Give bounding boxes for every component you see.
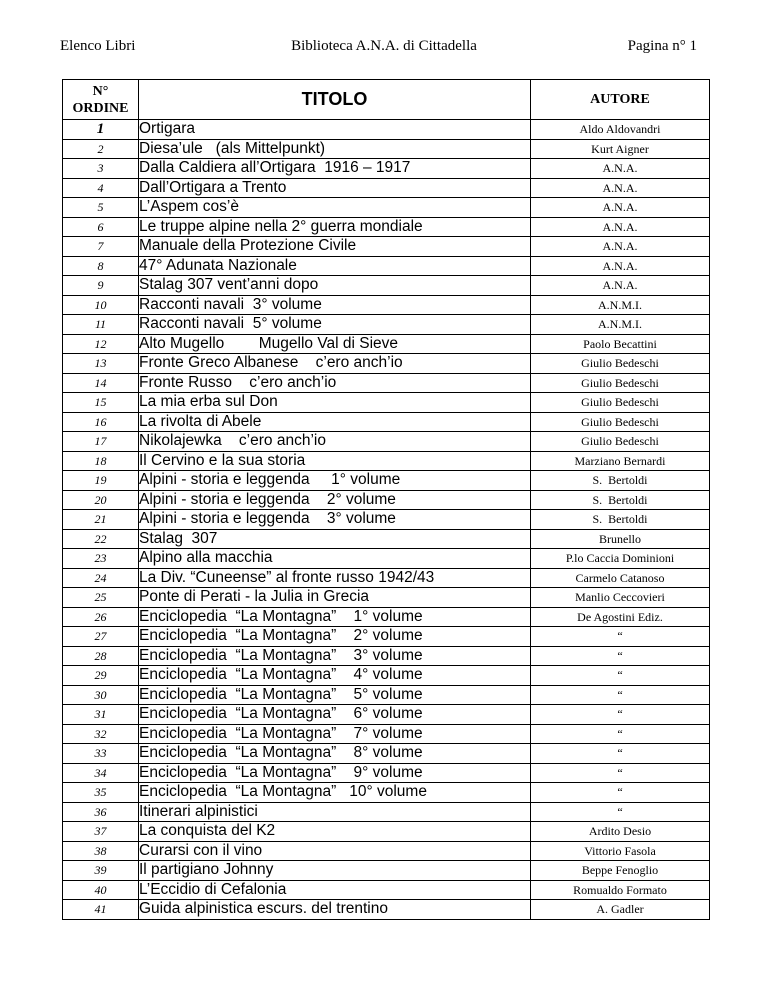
header-page-number: Pagina n° 1 xyxy=(627,38,697,54)
row-number: 2 xyxy=(63,139,139,159)
book-title: L’Eccidio di Cefalonia xyxy=(139,880,531,900)
table-row xyxy=(63,471,710,491)
row-number: 35 xyxy=(63,783,139,803)
book-title: La conquista del K2 xyxy=(139,822,531,842)
row-number: 20 xyxy=(63,490,139,510)
row-number: 39 xyxy=(63,861,139,881)
book-title: La Div. “Cuneense” al fronte russo 1942/43 xyxy=(139,568,531,588)
book-author: Beppe Fenoglio xyxy=(531,861,710,881)
table-row xyxy=(63,451,710,471)
book-author: A.N.A. xyxy=(531,217,710,237)
table-row xyxy=(63,295,710,315)
book-title: Alto Mugello Mugello Val di Sieve xyxy=(139,334,531,354)
table-row xyxy=(63,412,710,432)
table-row xyxy=(63,334,710,354)
row-number: 33 xyxy=(63,744,139,764)
row-number: 6 xyxy=(63,217,139,237)
table-row xyxy=(63,393,710,413)
table-row xyxy=(63,354,710,374)
row-number: 41 xyxy=(63,900,139,920)
book-author: “ xyxy=(531,783,710,803)
book-title: Manuale della Protezione Civile xyxy=(139,237,531,257)
book-author: Kurt Aigner xyxy=(531,139,710,159)
table-row xyxy=(63,510,710,530)
table-row xyxy=(63,861,710,881)
table-row xyxy=(63,880,710,900)
book-author: Brunello xyxy=(531,529,710,549)
table-row xyxy=(63,217,710,237)
table-row xyxy=(63,529,710,549)
book-author: S. Bertoldi xyxy=(531,490,710,510)
row-number: 23 xyxy=(63,549,139,569)
table-row xyxy=(63,900,710,920)
book-author: Aldo Aldovandri xyxy=(531,120,710,140)
book-author: Romualdo Formato xyxy=(531,880,710,900)
table-row xyxy=(63,237,710,257)
table-row xyxy=(63,120,710,140)
book-author: Manlio Ceccovieri xyxy=(531,588,710,608)
row-number: 36 xyxy=(63,802,139,822)
book-author: Marziano Bernardi xyxy=(531,451,710,471)
book-title: Ortigara xyxy=(139,120,531,140)
table-row xyxy=(63,783,710,803)
book-title: Guida alpinistica escurs. del trentino xyxy=(139,900,531,920)
table-row xyxy=(63,724,710,744)
book-author: A.N.M.I. xyxy=(531,295,710,315)
table-row xyxy=(63,588,710,608)
book-title: Enciclopedia “La Montagna” 3° volume xyxy=(139,646,531,666)
book-title: Stalag 307 xyxy=(139,529,531,549)
row-number: 40 xyxy=(63,880,139,900)
table-row xyxy=(63,178,710,198)
book-author: Giulio Bedeschi xyxy=(531,412,710,432)
book-title: Fronte Russo c’ero anch’io xyxy=(139,373,531,393)
row-number: 25 xyxy=(63,588,139,608)
row-number: 32 xyxy=(63,724,139,744)
book-author: Ardito Desio xyxy=(531,822,710,842)
row-number: 12 xyxy=(63,334,139,354)
table-row xyxy=(63,607,710,627)
book-title: Il partigiano Johnny xyxy=(139,861,531,881)
book-author: “ xyxy=(531,685,710,705)
row-number: 14 xyxy=(63,373,139,393)
book-author: P.lo Caccia Dominioni xyxy=(531,549,710,569)
row-number: 13 xyxy=(63,354,139,374)
book-title: Itinerari alpinistici xyxy=(139,802,531,822)
book-title: La mia erba sul Don xyxy=(139,393,531,413)
table-row xyxy=(63,159,710,179)
book-title: Dalla Caldiera all’Ortigara 1916 – 1917 xyxy=(139,159,531,179)
book-author: “ xyxy=(531,666,710,686)
row-number: 16 xyxy=(63,412,139,432)
book-title: Alpino alla macchia xyxy=(139,549,531,569)
book-author: S. Bertoldi xyxy=(531,510,710,530)
book-title: Enciclopedia “La Montagna” 7° volume xyxy=(139,724,531,744)
table-row xyxy=(63,568,710,588)
table-row xyxy=(63,373,710,393)
book-title: La rivolta di Abele xyxy=(139,412,531,432)
table-row xyxy=(63,256,710,276)
row-number: 27 xyxy=(63,627,139,647)
book-author: “ xyxy=(531,705,710,725)
book-title: Dall’Ortigara a Trento xyxy=(139,178,531,198)
column-header-number: N° ORDINE xyxy=(63,80,139,120)
book-author: “ xyxy=(531,763,710,783)
book-author: A.N.A. xyxy=(531,276,710,296)
row-number: 19 xyxy=(63,471,139,491)
row-number: 24 xyxy=(63,568,139,588)
book-title: Alpini - storia e leggenda 3° volume xyxy=(139,510,531,530)
book-title: Enciclopedia “La Montagna” 6° volume xyxy=(139,705,531,725)
book-title: Fronte Greco Albanese c’ero anch’io xyxy=(139,354,531,374)
book-title: Enciclopedia “La Montagna” 1° volume xyxy=(139,607,531,627)
table-row xyxy=(63,432,710,452)
book-author: “ xyxy=(531,724,710,744)
row-number: 29 xyxy=(63,666,139,686)
table-row xyxy=(63,549,710,569)
row-number: 4 xyxy=(63,178,139,198)
row-number: 3 xyxy=(63,159,139,179)
book-author: A.N.A. xyxy=(531,198,710,218)
book-title: Ponte di Perati - la Julia in Grecia xyxy=(139,588,531,608)
row-number: 7 xyxy=(63,237,139,257)
table-row xyxy=(63,666,710,686)
table-row xyxy=(63,763,710,783)
row-number: 34 xyxy=(63,763,139,783)
row-number: 26 xyxy=(63,607,139,627)
header-center: Biblioteca A.N.A. di Cittadella xyxy=(291,38,477,54)
book-title: Alpini - storia e leggenda 2° volume xyxy=(139,490,531,510)
table-body xyxy=(63,120,710,920)
book-author: De Agostini Ediz. xyxy=(531,607,710,627)
table-row xyxy=(63,685,710,705)
row-number: 37 xyxy=(63,822,139,842)
book-author: “ xyxy=(531,802,710,822)
book-author: “ xyxy=(531,627,710,647)
book-author: Giulio Bedeschi xyxy=(531,373,710,393)
book-title: L’Aspem cos’è xyxy=(139,198,531,218)
table-row xyxy=(63,276,710,296)
book-title: Enciclopedia “La Montagna” 8° volume xyxy=(139,744,531,764)
table-row xyxy=(63,802,710,822)
book-title: Alpini - storia e leggenda 1° volume xyxy=(139,471,531,491)
book-author: A. Gadler xyxy=(531,900,710,920)
table-header-row xyxy=(63,80,710,120)
book-author: Paolo Becattini xyxy=(531,334,710,354)
book-title: Curarsi con il vino xyxy=(139,841,531,861)
book-title: Enciclopedia “La Montagna” 2° volume xyxy=(139,627,531,647)
book-title: Enciclopedia “La Montagna” 4° volume xyxy=(139,666,531,686)
book-title: Racconti navali 3° volume xyxy=(139,295,531,315)
column-header-author: AUTORE xyxy=(531,80,710,120)
row-number: 30 xyxy=(63,685,139,705)
book-title: Enciclopedia “La Montagna” 5° volume xyxy=(139,685,531,705)
row-number: 38 xyxy=(63,841,139,861)
row-number: 5 xyxy=(63,198,139,218)
book-title: Le truppe alpine nella 2° guerra mondiale xyxy=(139,217,531,237)
book-title: Stalag 307 vent’anni dopo xyxy=(139,276,531,296)
book-author: Giulio Bedeschi xyxy=(531,393,710,413)
row-number: 1 xyxy=(63,120,139,140)
header-left: Elenco Libri xyxy=(60,38,136,54)
column-header-title: TITOLO xyxy=(139,80,531,120)
row-number: 11 xyxy=(63,315,139,335)
table-row xyxy=(63,315,710,335)
book-title: Diesa’ule (als Mittelpunkt) xyxy=(139,139,531,159)
table-row xyxy=(63,744,710,764)
book-author: Carmelo Catanoso xyxy=(531,568,710,588)
book-author: A.N.A. xyxy=(531,237,710,257)
book-author: A.N.A. xyxy=(531,178,710,198)
book-author: Giulio Bedeschi xyxy=(531,432,710,452)
book-author: A.N.A. xyxy=(531,256,710,276)
row-number: 15 xyxy=(63,393,139,413)
book-title: 47° Adunata Nazionale xyxy=(139,256,531,276)
book-author: A.N.A. xyxy=(531,159,710,179)
book-author: “ xyxy=(531,646,710,666)
table-row xyxy=(63,198,710,218)
row-number: 31 xyxy=(63,705,139,725)
row-number: 21 xyxy=(63,510,139,530)
books-table xyxy=(62,79,710,920)
book-title: Racconti navali 5° volume xyxy=(139,315,531,335)
book-author: “ xyxy=(531,744,710,764)
table-row xyxy=(63,646,710,666)
book-author: A.N.M.I. xyxy=(531,315,710,335)
book-title: Enciclopedia “La Montagna” 10° volume xyxy=(139,783,531,803)
table-row xyxy=(63,841,710,861)
book-title: Nikolajewka c’ero anch’io xyxy=(139,432,531,452)
table-row xyxy=(63,139,710,159)
book-title: Enciclopedia “La Montagna” 9° volume xyxy=(139,763,531,783)
row-number: 8 xyxy=(63,256,139,276)
table-row xyxy=(63,490,710,510)
book-title: Il Cervino e la sua storia xyxy=(139,451,531,471)
table-row xyxy=(63,627,710,647)
row-number: 18 xyxy=(63,451,139,471)
book-author: S. Bertoldi xyxy=(531,471,710,491)
row-number: 28 xyxy=(63,646,139,666)
row-number: 17 xyxy=(63,432,139,452)
row-number: 9 xyxy=(63,276,139,296)
book-author: Giulio Bedeschi xyxy=(531,354,710,374)
row-number: 22 xyxy=(63,529,139,549)
table-row xyxy=(63,705,710,725)
table-row xyxy=(63,822,710,842)
book-author: Vittorio Fasola xyxy=(531,841,710,861)
row-number: 10 xyxy=(63,295,139,315)
